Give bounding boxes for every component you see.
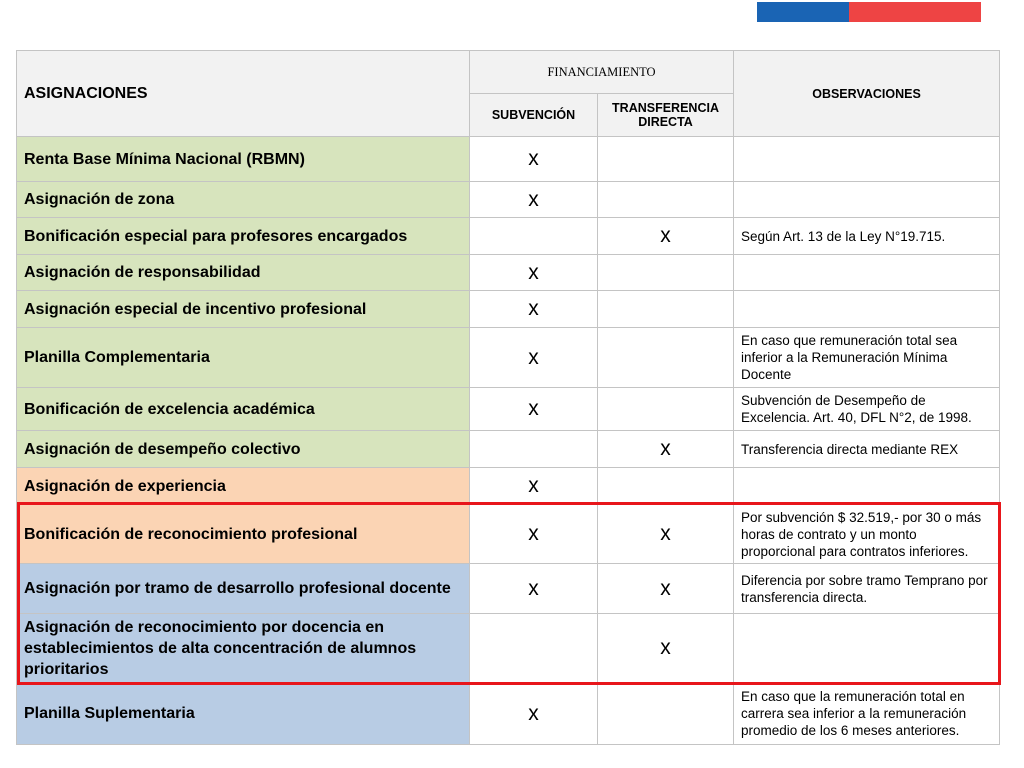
subvencion-mark: x xyxy=(470,328,598,388)
table-row xyxy=(17,505,1000,564)
subvencion-mark: x xyxy=(470,182,598,218)
transferencia-mark: x xyxy=(598,218,734,255)
observacion: En caso que la remuneración total en carrera sea inferior a la remuneración promedio de los 6 meses anteriores. xyxy=(734,683,1000,745)
observacion: Subvención de Desempeño de Excelencia. Art. 40, DFL N°2, de 1998. xyxy=(734,388,1000,431)
subvencion-mark xyxy=(470,614,598,683)
transferencia-mark xyxy=(598,388,734,431)
header-transferencia: TRANSFERENCIA DIRECTA xyxy=(598,94,734,137)
table-row xyxy=(17,328,1000,388)
row-name: Asignación de zona xyxy=(17,182,470,218)
subvencion-mark: x xyxy=(470,388,598,431)
subvencion-mark: x xyxy=(470,683,598,745)
table-row xyxy=(17,431,1000,468)
row-name: Asignación de experiencia xyxy=(17,468,470,505)
table-row xyxy=(17,683,1000,745)
table-row xyxy=(17,182,1000,218)
subvencion-mark: x xyxy=(470,468,598,505)
transferencia-mark: x xyxy=(598,614,734,683)
row-name: Planilla Complementaria xyxy=(17,328,470,388)
observacion xyxy=(734,614,1000,683)
flag-blue-bar xyxy=(757,2,849,22)
row-name: Bonificación de reconocimiento profesional xyxy=(17,505,470,564)
transferencia-mark: x xyxy=(598,431,734,468)
transferencia-mark xyxy=(598,255,734,291)
header-financiamiento: FINANCIAMIENTO xyxy=(470,51,734,94)
table-row xyxy=(17,564,1000,614)
asignaciones-table xyxy=(16,50,1000,745)
transferencia-mark xyxy=(598,683,734,745)
row-name: Bonificación de excelencia académica xyxy=(17,388,470,431)
table-row xyxy=(17,614,1000,683)
row-name: Asignación especial de incentivo profesional xyxy=(17,291,470,328)
transferencia-mark xyxy=(598,182,734,218)
header-asignaciones: ASIGNACIONES xyxy=(17,51,470,137)
subvencion-mark: x xyxy=(470,255,598,291)
header-subvencion: SUBVENCIÓN xyxy=(470,94,598,137)
row-name: Renta Base Mínima Nacional (RBMN) xyxy=(17,137,470,182)
observacion xyxy=(734,468,1000,505)
observacion: Transferencia directa mediante REX xyxy=(734,431,1000,468)
table-row xyxy=(17,137,1000,182)
observacion xyxy=(734,255,1000,291)
flag-red-bar xyxy=(849,2,981,22)
observacion: Por subvención $ 32.519,- por 30 o más horas de contrato y un monto proporcional para contratos inferiores. xyxy=(734,505,1000,564)
transferencia-mark: x xyxy=(598,505,734,564)
table-row xyxy=(17,468,1000,505)
header-observaciones: OBSERVACIONES xyxy=(734,51,1000,137)
row-name: Asignación de desempeño colectivo xyxy=(17,431,470,468)
row-name: Planilla Suplementaria xyxy=(17,683,470,745)
subvencion-mark: x xyxy=(470,564,598,614)
observacion: Diferencia por sobre tramo Temprano por transferencia directa. xyxy=(734,564,1000,614)
observacion: Según Art. 13 de la Ley N°19.715. xyxy=(734,218,1000,255)
transferencia-mark xyxy=(598,328,734,388)
subvencion-mark: x xyxy=(470,291,598,328)
observacion xyxy=(734,137,1000,182)
row-name: Asignación por tramo de desarrollo profesional docente xyxy=(17,564,470,614)
observacion: En caso que remuneración total sea inferior a la Remuneración Mínima Docente xyxy=(734,328,1000,388)
table-row xyxy=(17,255,1000,291)
row-name: Asignación de responsabilidad xyxy=(17,255,470,291)
observacion xyxy=(734,291,1000,328)
observacion xyxy=(734,182,1000,218)
row-name: Asignación de reconocimiento por docencia en establecimientos de alta concentración de alumnos prioritarios xyxy=(17,614,470,683)
transferencia-mark: x xyxy=(598,564,734,614)
transferencia-mark xyxy=(598,137,734,182)
table-row xyxy=(17,218,1000,255)
subvencion-mark xyxy=(470,431,598,468)
subvencion-mark: x xyxy=(470,137,598,182)
table-row xyxy=(17,291,1000,328)
row-name: Bonificación especial para profesores encargados xyxy=(17,218,470,255)
table-row xyxy=(17,388,1000,431)
subvencion-mark xyxy=(470,218,598,255)
transferencia-mark xyxy=(598,468,734,505)
subvencion-mark: x xyxy=(470,505,598,564)
transferencia-mark xyxy=(598,291,734,328)
